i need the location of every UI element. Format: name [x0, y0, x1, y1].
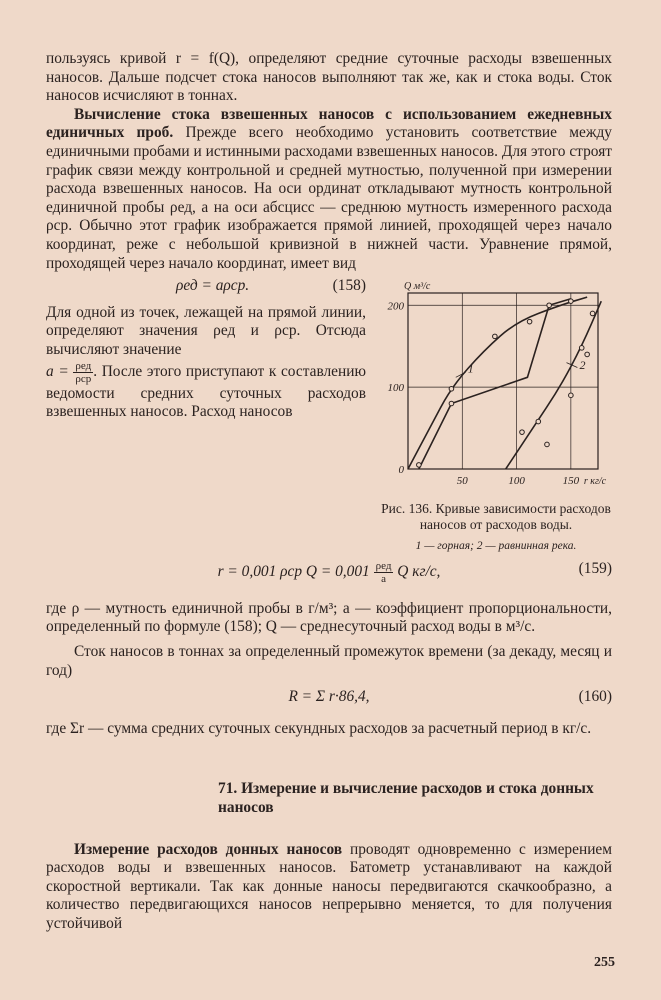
formula-159-frac-num: ρед [375, 559, 392, 572]
chart-frame [408, 293, 598, 469]
curve-1-label: 1 [467, 361, 474, 376]
page-number: 255 [594, 955, 615, 970]
y-axis-label: Q м³/с [404, 281, 431, 293]
formula-160-expr: R = Σ r·86,4, [288, 688, 370, 706]
paragraph-7 [46, 841, 612, 934]
series-1-point-4 [527, 319, 532, 324]
formula-159-right: Q кг/с, [397, 562, 441, 580]
y-tick-label-2: 200 [387, 300, 404, 313]
paragraph-7-text: проводят одновременно с измерением расходов воды и взвешенных наносов. Батометр устанавливают на каждой скоростной вертикали. Так как донные наносы передвигаются скачкообразно, а количество передвигающихся наносов непрерывно меняется, то для получения устойчивой [46, 840, 612, 933]
figure-legend: 1 — горная; 2 — равнинная река. [415, 540, 577, 553]
formula-159-frac-den: a [381, 572, 386, 585]
paragraph-5: Сток наносов в тоннах за определенный промежуток времени (за декаду, месяц и год) [46, 642, 612, 679]
paragraph-7-heading: Измерение расходов донных наносов [74, 840, 343, 858]
series-2-point-2 [545, 442, 550, 447]
paragraph-4: где ρ — мутность единичной пробы в г/м³; a — коэффициент пропорциональности, определенный по формуле (158); Q — среднесуточный расход воды в м³/с. [46, 599, 612, 636]
paragraph-6: где Σr — сумма средних суточных секундных расходов за расчетный период в кг/с. [46, 720, 592, 738]
paragraph-3-a: a = [46, 362, 69, 380]
series-1-point-5 [547, 303, 552, 308]
page-body [46, 50, 612, 934]
series-1-point-0 [417, 463, 422, 468]
figure-caption: Рис. 136. Кривые зависимости расходов наносов от расходов воды. [381, 501, 611, 533]
series-1-point-3 [493, 334, 498, 339]
paragraph-3-cont: . После этого приступают к составлению ведомости средних суточных расходов взвешенных наносов. Расход наносов [46, 362, 366, 421]
x-tick-label-3: 150 [562, 475, 580, 488]
paragraph-2-heading: Вычисление стока взвешенных наносов с использованием ежедневных единичных проб. [46, 105, 612, 142]
paragraph-1: пользуясь кривой r = f(Q), определяют средние суточные расходы взвешенных наносов. Дальше подсчет стока наносов выполняют так же, как и стока воды. Сток наносов исчисляют в тоннах. [46, 50, 612, 105]
series-2-curve [506, 301, 602, 469]
paragraph-2-text: Прежде всего необходимо установить соответствие между единичными пробами и истинными расходами взвешенных наносов. Для этого строят график связи между контрольной и средней мутностью, полученной при измерении расхода взвешенных наносов. На оси ординат откладывают мутность контрольной единичной пробы ρед, а на оси абсцисс — среднюю мутность измеренного расхода ρср. Обычно этот график изображается прямой линией, проходящей через начало координат, реже с небольшой кривизной в нижней части. Уравнение прямой, проходящей через начало координат, имеет вид [46, 124, 612, 272]
x-axis-label: r кг/с [583, 476, 607, 488]
figure-136 [380, 277, 612, 556]
figure-chart [380, 277, 612, 499]
series-2-point-4 [579, 346, 584, 351]
y-tick-label-1: 100 [387, 382, 404, 395]
series-1-point-1 [449, 387, 454, 392]
series-2-point-1 [536, 419, 541, 424]
series-1-curve [408, 297, 587, 469]
formula-158-expr: ρед = aρср. [176, 277, 250, 295]
series-1-point-2 [449, 401, 454, 406]
formula-160-number: (160) [578, 688, 612, 706]
formula-159 [46, 560, 612, 584]
paragraph-3-text: Для одной из точек, лежащей на прямой линии, определяют значения ρед и ρср. Отсюда вычисляют значение [46, 303, 366, 358]
formula-160 [46, 688, 612, 712]
section-heading: 71. Измерение и вычисление расходов и стока донных наносов [218, 779, 594, 816]
series-2-point-6 [590, 311, 595, 316]
y-tick-label-0: 0 [398, 464, 404, 477]
x-tick-label-2: 100 [508, 475, 525, 488]
x-tick-label-1: 50 [456, 475, 468, 488]
formula-159-left: r = 0,001 ρср Q = 0,001 [217, 562, 370, 580]
formula-158-number: (158) [332, 277, 366, 295]
paragraph-3-frac-den: ρср [75, 372, 92, 385]
series-2-point-0 [520, 430, 525, 435]
curve-2-label: 2 [579, 358, 586, 373]
paragraph-3-fraction [73, 360, 93, 385]
series-2-point-3 [569, 393, 574, 398]
formula-159-fraction [374, 560, 394, 585]
series-1-point-6 [569, 299, 574, 304]
formula-159-number: (159) [578, 559, 612, 577]
figure-wrap [46, 277, 612, 553]
paragraph-3-frac-num: ρед [73, 360, 93, 373]
formula-158 [46, 277, 366, 296]
paragraph-2 [46, 106, 612, 273]
series-2-point-5 [585, 352, 590, 357]
